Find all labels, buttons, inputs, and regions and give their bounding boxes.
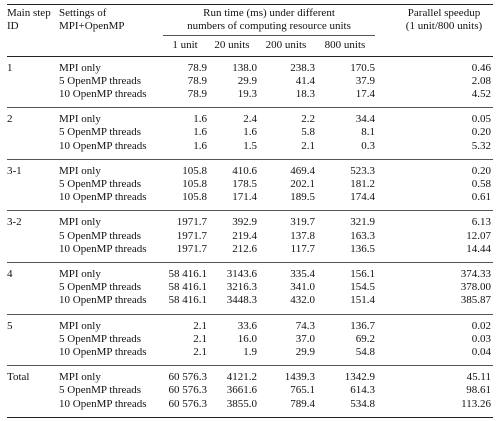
- header-step-id: [7, 5, 59, 36]
- setting-cell: 5 OpenMP threads: [59, 229, 142, 242]
- spacer-cell: [375, 333, 395, 346]
- table-row: [7, 108, 493, 127]
- spacer-cell: [375, 178, 395, 191]
- spacer-cell: [375, 88, 395, 108]
- runtime-20-units-cell: 33.6: [237, 319, 257, 332]
- runtime-200-units-cell: 74.3: [295, 319, 315, 332]
- runtime-200-units-cell: 137.8: [290, 229, 315, 242]
- spacer-cell: [375, 243, 395, 263]
- spacer-cell: [375, 314, 395, 333]
- header-runtime-line2: numbers of computing resource units: [187, 20, 351, 33]
- table-row: [7, 314, 493, 333]
- runtime-1-unit-cell: 105.8: [182, 178, 207, 191]
- runtime-200-units-cell: 432.0: [290, 294, 315, 307]
- runtime-table: [7, 4, 493, 418]
- speedup-cell: 0.03: [471, 332, 491, 345]
- spacer-cell: [375, 294, 395, 314]
- runtime-20-units-cell: 138.0: [232, 61, 257, 74]
- runtime-20-units-cell: 3216.3: [226, 281, 257, 294]
- runtime-20-units-cell: 219.4: [232, 229, 257, 242]
- header-unit-200: 200 units: [265, 39, 307, 52]
- step-id-cell: [7, 333, 59, 346]
- step-id-cell: [7, 230, 59, 243]
- step-id-cell: [7, 398, 59, 418]
- runtime-200-units-cell: 117.7: [290, 242, 315, 255]
- runtime-800-units-cell: 37.9: [355, 74, 375, 87]
- speedup-cell: 4.52: [471, 88, 491, 101]
- speedup-cell: 113.26: [461, 397, 491, 410]
- runtime-800-units-cell: 181.2: [350, 178, 375, 191]
- setting-cell: 10 OpenMP threads: [59, 397, 147, 410]
- runtime-200-units-cell: 1439.3: [284, 371, 315, 384]
- speedup-cell: 6.13: [471, 216, 491, 229]
- spacer-cell: [375, 126, 395, 139]
- header-speedup: [395, 5, 493, 36]
- header-step-line1: Main step: [7, 7, 51, 19]
- runtime-1-unit-cell: 78.9: [187, 74, 207, 87]
- runtime-1-unit-cell: 2.1: [193, 319, 207, 332]
- runtime-800-units-cell: 523.3: [350, 164, 375, 177]
- table-row: [7, 230, 493, 243]
- header-unit-800: 800 units: [324, 39, 366, 52]
- setting-cell: MPI only: [59, 164, 101, 177]
- runtime-200-units-cell: 29.9: [295, 346, 315, 359]
- runtime-20-units-cell: 171.4: [232, 191, 257, 204]
- spacer-cell: [375, 263, 395, 282]
- runtime-200-units-cell: 765.1: [290, 384, 315, 397]
- table-row: [7, 140, 493, 160]
- spacer-cell: [375, 56, 395, 75]
- header-unit-1: 1 unit: [172, 39, 198, 52]
- table-row: [7, 384, 493, 397]
- runtime-1-unit-cell: 105.8: [182, 191, 207, 204]
- step-id-cell: [7, 140, 59, 160]
- spacer-cell: [375, 211, 395, 230]
- step-id-cell: [7, 126, 59, 139]
- runtime-800-units-cell: 136.7: [350, 319, 375, 332]
- header-runtime: [163, 5, 375, 36]
- setting-cell: MPI only: [59, 113, 101, 126]
- runtime-800-units-cell: 0.3: [361, 139, 375, 152]
- speedup-cell: 5.32: [471, 139, 491, 152]
- speedup-cell: 0.02: [471, 319, 491, 332]
- runtime-1-unit-cell: 2.1: [193, 332, 207, 345]
- runtime-200-units-cell: 41.4: [295, 74, 315, 87]
- speedup-cell: 0.20: [471, 164, 491, 177]
- runtime-1-unit-cell: 58 416.1: [168, 268, 207, 281]
- spacer-cell: [375, 384, 395, 397]
- step-id-cell: [7, 88, 59, 108]
- runtime-800-units-cell: 170.5: [350, 61, 375, 74]
- spacer-cell: [375, 398, 395, 418]
- runtime-1-unit-cell: 1971.7: [176, 216, 207, 229]
- table-row: [7, 178, 493, 191]
- setting-cell: 5 OpenMP threads: [59, 74, 142, 87]
- speedup-cell: 14.44: [466, 242, 491, 255]
- table-row: [7, 126, 493, 139]
- setting-cell: MPI only: [59, 61, 101, 74]
- spacer-cell: [375, 159, 395, 178]
- runtime-200-units-cell: 2.2: [301, 113, 315, 126]
- runtime-800-units-cell: 156.1: [350, 268, 375, 281]
- step-id-cell: [7, 243, 59, 263]
- table-body: [7, 56, 493, 417]
- table-row: [7, 263, 493, 282]
- runtime-1-unit-cell: 60 576.3: [168, 371, 207, 384]
- setting-cell: MPI only: [59, 268, 101, 281]
- step-id-cell: [7, 346, 59, 366]
- runtime-1-unit-cell: 58 416.1: [168, 294, 207, 307]
- runtime-200-units-cell: 238.3: [290, 61, 315, 74]
- table-row: [7, 366, 493, 385]
- runtime-1-unit-cell: 1.6: [193, 139, 207, 152]
- runtime-1-unit-cell: 1971.7: [176, 242, 207, 255]
- table-row: [7, 294, 493, 314]
- runtime-200-units-cell: 319.7: [290, 216, 315, 229]
- runtime-20-units-cell: 410.6: [232, 164, 257, 177]
- spacer-cell: [375, 281, 395, 294]
- header-step-line2: ID: [7, 20, 19, 33]
- table-row: [7, 346, 493, 366]
- setting-cell: 5 OpenMP threads: [59, 178, 142, 191]
- runtime-800-units-cell: 321.9: [350, 216, 375, 229]
- runtime-200-units-cell: 202.1: [290, 178, 315, 191]
- step-id-cell: [7, 294, 59, 314]
- step-id-cell: [7, 75, 59, 88]
- runtime-800-units-cell: 614.3: [350, 384, 375, 397]
- table-row: [7, 211, 493, 230]
- setting-cell: 10 OpenMP threads: [59, 88, 147, 101]
- table-row: [7, 281, 493, 294]
- runtime-800-units-cell: 17.4: [355, 88, 375, 101]
- runtime-800-units-cell: 54.8: [355, 346, 375, 359]
- setting-cell: 10 OpenMP threads: [59, 242, 147, 255]
- spacer-cell: [375, 75, 395, 88]
- setting-cell: 10 OpenMP threads: [59, 294, 147, 307]
- runtime-20-units-cell: 212.6: [232, 242, 257, 255]
- step-id-cell: 1: [7, 61, 13, 74]
- runtime-800-units-cell: 1342.9: [344, 371, 375, 384]
- paper-table-container: [7, 4, 493, 418]
- step-id-cell: [7, 191, 59, 211]
- runtime-1-unit-cell: 2.1: [193, 346, 207, 359]
- speedup-cell: 2.08: [471, 74, 491, 87]
- setting-cell: MPI only: [59, 216, 101, 229]
- spacer-cell: [375, 346, 395, 366]
- header-row-2: [7, 36, 493, 56]
- runtime-20-units-cell: 19.3: [237, 88, 257, 101]
- header-row-1: [7, 5, 493, 36]
- setting-cell: 10 OpenMP threads: [59, 346, 147, 359]
- runtime-1-unit-cell: 1971.7: [176, 229, 207, 242]
- spacer-cell: [375, 140, 395, 160]
- speedup-cell: 0.20: [471, 126, 491, 139]
- runtime-20-units-cell: 1.5: [243, 139, 257, 152]
- table-row: [7, 191, 493, 211]
- speedup-cell: 0.46: [471, 61, 491, 74]
- speedup-cell: 0.61: [471, 191, 491, 204]
- step-id-cell: [7, 178, 59, 191]
- step-id-cell: [7, 281, 59, 294]
- runtime-1-unit-cell: 1.6: [193, 113, 207, 126]
- spacer-cell: [375, 108, 395, 127]
- header-settings: [59, 5, 163, 36]
- runtime-200-units-cell: 335.4: [290, 268, 315, 281]
- speedup-cell: 0.58: [471, 178, 491, 191]
- runtime-200-units-cell: 789.4: [290, 397, 315, 410]
- runtime-200-units-cell: 37.0: [295, 332, 315, 345]
- runtime-200-units-cell: 189.5: [290, 191, 315, 204]
- runtime-800-units-cell: 174.4: [350, 191, 375, 204]
- runtime-1-unit-cell: 105.8: [182, 164, 207, 177]
- runtime-800-units-cell: 163.3: [350, 229, 375, 242]
- header-speedup-line1: Parallel speedup: [407, 7, 481, 19]
- runtime-20-units-cell: 392.9: [232, 216, 257, 229]
- runtime-800-units-cell: 34.4: [355, 113, 375, 126]
- table-row: [7, 159, 493, 178]
- speedup-cell: 374.33: [460, 268, 491, 281]
- spacer-cell: [375, 191, 395, 211]
- setting-cell: 5 OpenMP threads: [59, 281, 142, 294]
- runtime-1-unit-cell: 60 576.3: [168, 397, 207, 410]
- runtime-800-units-cell: 136.5: [350, 242, 375, 255]
- table-row: [7, 75, 493, 88]
- runtime-20-units-cell: 3855.0: [226, 397, 257, 410]
- setting-cell: 5 OpenMP threads: [59, 332, 142, 345]
- runtime-800-units-cell: 534.8: [350, 397, 375, 410]
- runtime-20-units-cell: 3661.6: [226, 384, 257, 397]
- setting-cell: MPI only: [59, 371, 101, 384]
- step-id-cell: [7, 384, 59, 397]
- runtime-20-units-cell: 1.9: [243, 346, 257, 359]
- runtime-1-unit-cell: 78.9: [187, 61, 207, 74]
- runtime-20-units-cell: 2.4: [243, 113, 257, 126]
- spacer-cell: [375, 366, 395, 385]
- runtime-20-units-cell: 1.6: [243, 126, 257, 139]
- runtime-1-unit-cell: 78.9: [187, 88, 207, 101]
- speedup-cell: 45.11: [466, 371, 491, 384]
- runtime-20-units-cell: 4121.2: [226, 371, 257, 384]
- step-id-cell: 4: [7, 268, 13, 281]
- runtime-800-units-cell: 151.4: [350, 294, 375, 307]
- speedup-cell: 12.07: [466, 229, 491, 242]
- setting-cell: 5 OpenMP threads: [59, 126, 142, 139]
- speedup-cell: 385.87: [460, 294, 491, 307]
- table-row: [7, 88, 493, 108]
- table-row: [7, 56, 493, 75]
- step-id-cell: 5: [7, 319, 13, 332]
- runtime-1-unit-cell: 58 416.1: [168, 281, 207, 294]
- runtime-200-units-cell: 2.1: [301, 139, 315, 152]
- spacer-cell: [375, 230, 395, 243]
- runtime-800-units-cell: 154.5: [350, 281, 375, 294]
- runtime-1-unit-cell: 60 576.3: [168, 384, 207, 397]
- runtime-20-units-cell: 178.5: [232, 178, 257, 191]
- header-runtime-line1: Run time (ms) under different: [203, 7, 335, 19]
- speedup-cell: 0.04: [471, 346, 491, 359]
- header-unit-20: 20 units: [214, 39, 250, 52]
- setting-cell: 10 OpenMP threads: [59, 191, 147, 204]
- runtime-20-units-cell: 3448.3: [226, 294, 257, 307]
- step-id-cell: 3-1: [7, 164, 22, 177]
- table-row: [7, 333, 493, 346]
- table-row: [7, 243, 493, 263]
- runtime-20-units-cell: 3143.6: [226, 268, 257, 281]
- step-id-cell: 2: [7, 113, 13, 126]
- speedup-cell: 98.61: [466, 384, 491, 397]
- setting-cell: MPI only: [59, 319, 101, 332]
- runtime-200-units-cell: 18.3: [295, 88, 315, 101]
- setting-cell: 5 OpenMP threads: [59, 384, 142, 397]
- runtime-1-unit-cell: 1.6: [193, 126, 207, 139]
- setting-cell: 10 OpenMP threads: [59, 139, 147, 152]
- runtime-20-units-cell: 29.9: [237, 74, 257, 87]
- header-settings-line1: Settings of: [59, 7, 107, 19]
- runtime-200-units-cell: 5.8: [301, 126, 315, 139]
- header-settings-line2: MPI+OpenMP: [59, 20, 125, 33]
- header-speedup-line2: (1 unit/800 units): [405, 20, 483, 33]
- speedup-cell: 0.05: [471, 113, 491, 126]
- runtime-200-units-cell: 469.4: [290, 164, 315, 177]
- runtime-200-units-cell: 341.0: [290, 281, 315, 294]
- table-row: [7, 398, 493, 418]
- runtime-20-units-cell: 16.0: [237, 332, 257, 345]
- runtime-800-units-cell: 69.2: [355, 332, 375, 345]
- step-id-cell: 3-2: [7, 216, 22, 229]
- runtime-800-units-cell: 8.1: [361, 126, 375, 139]
- speedup-cell: 378.00: [460, 281, 491, 294]
- step-id-cell: Total: [7, 371, 30, 384]
